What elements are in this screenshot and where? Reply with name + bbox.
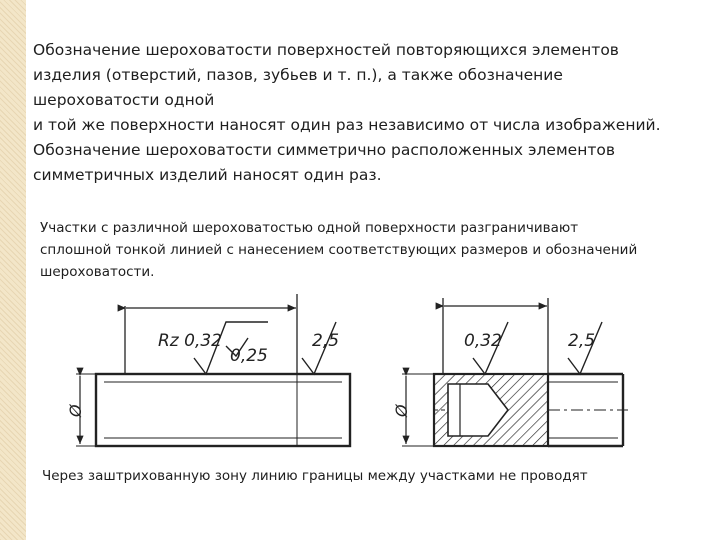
roughness-label-25: 2,5 bbox=[312, 331, 340, 351]
right-drawing bbox=[402, 298, 628, 446]
paragraph2-line: Участки с различной шероховатостью одной поверхности разграничивают bbox=[40, 220, 579, 236]
roughness-label-032: 0,32 bbox=[464, 331, 502, 351]
technical-drawing bbox=[68, 286, 648, 456]
decorative-side-band bbox=[0, 0, 26, 540]
paragraph-repeated-elements bbox=[33, 38, 713, 188]
roughness-label-025: 0,25 bbox=[230, 346, 268, 366]
diameter-symbol: Ø bbox=[66, 404, 85, 417]
paragraph1-line: и той же поверхности наносят один раз независимо от числа изображений. bbox=[33, 116, 661, 134]
paragraph1-line: Обозначение шероховатости поверхностей повторяющихся элементов bbox=[33, 41, 619, 59]
paragraph1-line: изделия (отверстий, пазов, зубьев и т. п.), а также обозначение bbox=[33, 66, 563, 84]
left-drawing bbox=[76, 294, 350, 446]
roughness-label-25: 2,5 bbox=[568, 331, 596, 351]
drawing-svg bbox=[68, 286, 648, 456]
paragraph2-line: сплошной тонкой линией с нанесением соответствующих размеров и обозначений bbox=[40, 242, 638, 258]
shaft-body bbox=[96, 374, 350, 446]
diameter-symbol: Ø bbox=[392, 404, 411, 417]
paragraph2-line: шероховатости. bbox=[40, 264, 155, 280]
paragraph1-line: шероховатости одной bbox=[33, 91, 215, 109]
paragraph1-line: Обозначение шероховатости симметрично расположенных элементов bbox=[33, 141, 615, 159]
paragraph-different-roughness bbox=[40, 217, 700, 283]
roughness-label-rz: Rz 0,32 bbox=[158, 331, 222, 351]
figure-caption: Через заштрихованную зону линию границы между участками не проводят bbox=[42, 468, 588, 484]
paragraph1-line: симметричных изделий наносят один раз. bbox=[33, 166, 382, 184]
